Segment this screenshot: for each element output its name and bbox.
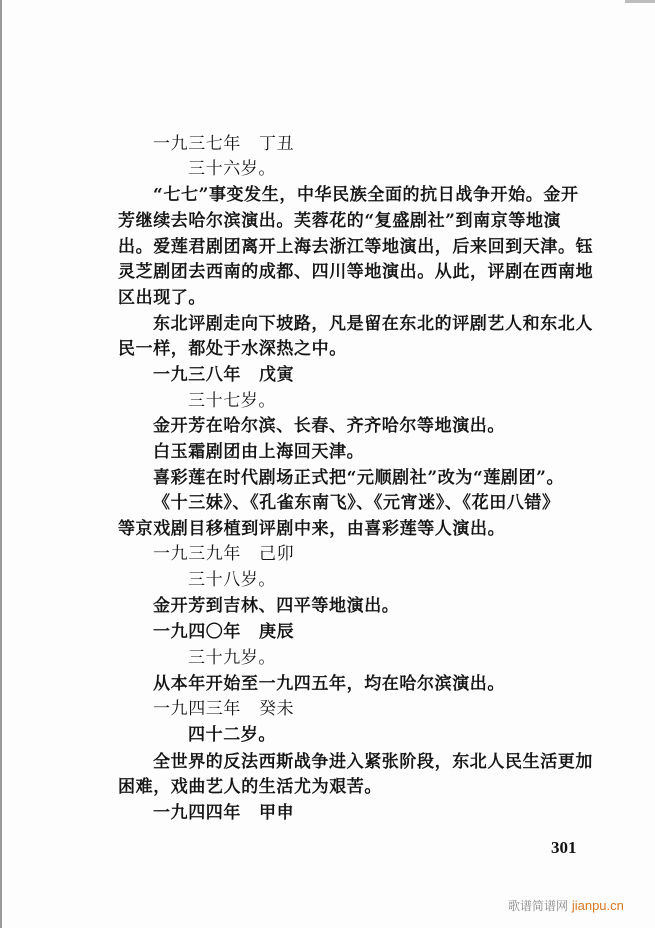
text-line-para xyxy=(118,519,505,539)
line-text: “七七”事变发生，中华民族全面的抗日战争开始。金开 xyxy=(153,185,579,205)
text-line-para xyxy=(118,339,347,359)
line-text: 困难，戏曲艺人的生活尤为艰苦。 xyxy=(118,777,382,797)
watermark-label: 歌谱简谱网 xyxy=(508,899,569,913)
watermark-site: jianpu.cn xyxy=(571,898,624,913)
text-line-year xyxy=(153,803,294,823)
year-label: 一九四三年 xyxy=(153,699,241,719)
text-line-year xyxy=(153,699,294,719)
line-text: 全世界的反法西斯战争进入紧张阶段，东北人民生活更加 xyxy=(153,752,593,772)
text-line-para xyxy=(118,211,561,231)
page-number: 301 xyxy=(551,838,577,857)
text-line-year xyxy=(153,622,294,642)
text-line-para xyxy=(118,288,206,308)
text-line-para-start xyxy=(153,416,505,436)
line-text: 民一样，都处于水深热之中。 xyxy=(118,339,347,359)
text-line-para xyxy=(118,237,593,257)
text-line-year xyxy=(153,544,294,564)
year-label: 一九三七年 xyxy=(153,134,241,154)
text-line-age xyxy=(188,391,276,411)
ganzhi-year-label: 己卯 xyxy=(259,544,295,564)
text-line-para-start xyxy=(153,752,593,772)
watermark xyxy=(508,897,624,914)
line-text: 三十七岁。 xyxy=(188,391,276,411)
scan-corner-mark xyxy=(625,0,655,3)
text-line-para-start xyxy=(153,493,560,513)
text-line-para-start xyxy=(153,314,593,334)
line-text: 喜彩莲在时代剧场正式把“元顺剧社”改为“莲剧团”。 xyxy=(153,468,565,488)
line-text: 出。爱莲君剧团离开上海去浙江等地演出，后来回到天津。钰 xyxy=(118,237,594,257)
ganzhi-year-label: 癸未 xyxy=(259,699,295,719)
line-text: 灵芝剧团去西南的成都、四川等地演出。从此，评剧在西南地 xyxy=(118,262,594,282)
line-text: 四十二岁。 xyxy=(188,725,276,745)
ganzhi-year-label: 甲申 xyxy=(259,803,295,823)
line-text: 金开芳在哈尔滨、长春、齐齐哈尔等地演出。 xyxy=(153,416,505,436)
text-line-para xyxy=(118,262,593,282)
line-text: 三十六岁。 xyxy=(188,159,276,179)
ganzhi-year-label: 庚辰 xyxy=(259,622,295,642)
text-line-para-start xyxy=(153,674,505,694)
year-label: 一九三九年 xyxy=(153,544,241,564)
line-text: 三十九岁。 xyxy=(188,648,276,668)
text-line-age xyxy=(188,570,276,590)
line-text: 东北评剧走向下坡路，凡是留在东北的评剧艺人和东北人 xyxy=(153,314,593,334)
year-label: 一九四四年 xyxy=(153,803,241,823)
line-text: 区出现了。 xyxy=(118,288,206,308)
year-label: 一九四〇年 xyxy=(153,622,241,642)
ganzhi-year-label: 戊寅 xyxy=(259,365,295,385)
line-text: 金开芳到吉林、四平等地演出。 xyxy=(153,596,400,616)
text-line-age xyxy=(188,648,276,668)
text-line-para-start xyxy=(153,442,364,462)
text-line-year xyxy=(153,134,294,154)
line-text: 芳继续去哈尔滨演出。芙蓉花的“复盛剧社”到南京等地演 xyxy=(118,211,562,231)
text-line-year xyxy=(153,365,294,385)
year-label: 一九三八年 xyxy=(153,365,241,385)
text-line-para xyxy=(118,777,382,797)
line-text: 《十三妹》、《孔雀东南飞》、《元宵迷》、《花田八错》 xyxy=(153,493,560,513)
text-line-age xyxy=(188,725,276,745)
line-text: 等京戏剧目移植到评剧中来，由喜彩莲等人演出。 xyxy=(118,519,506,539)
line-text: 从本年开始至一九四五年，均在哈尔滨演出。 xyxy=(153,674,505,694)
text-line-age xyxy=(188,159,276,179)
text-line-para-start xyxy=(153,185,579,205)
line-text: 白玉霜剧团由上海回天津。 xyxy=(153,442,365,462)
ganzhi-year-label: 丁丑 xyxy=(259,134,295,154)
line-text: 三十八岁。 xyxy=(188,570,276,590)
text-line-para-start xyxy=(153,468,564,488)
text-line-para-start xyxy=(153,596,399,616)
